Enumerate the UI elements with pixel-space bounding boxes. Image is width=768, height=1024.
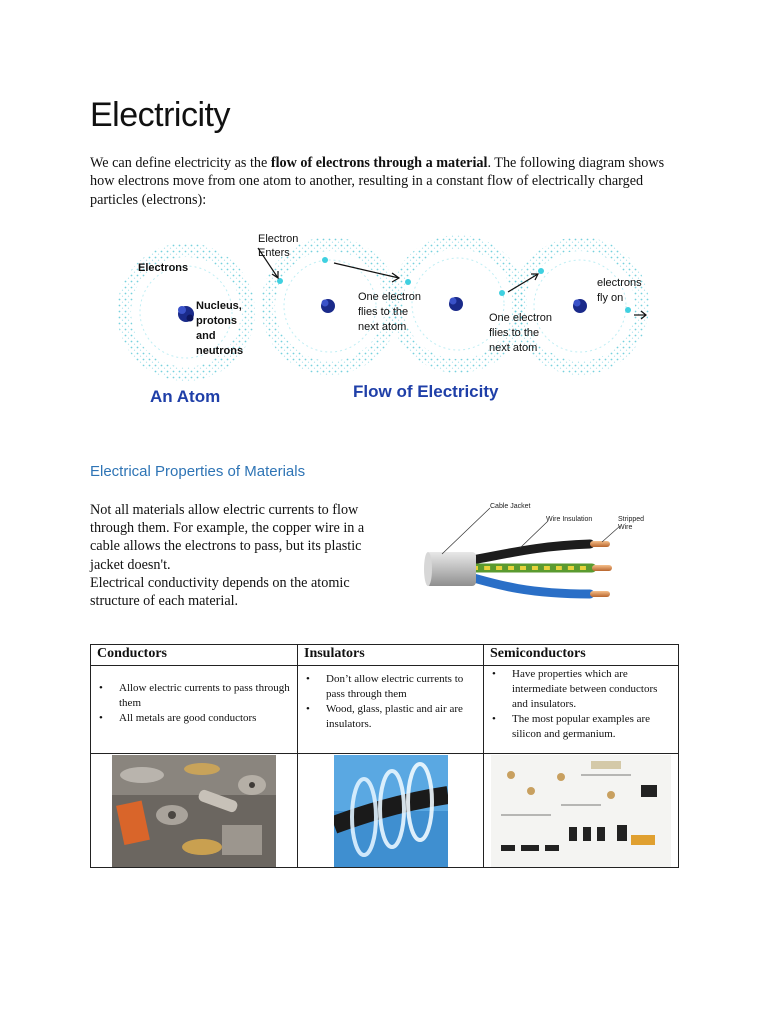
metal-parts-image (112, 755, 276, 867)
wire-insulation-label: Wire Insulation (546, 516, 593, 523)
semiconductors-image-cell (484, 754, 679, 868)
electron-dot (625, 307, 631, 313)
header-semiconductors: Semiconductors (484, 645, 679, 666)
table-header-row (91, 645, 679, 666)
materials-paragraph-line-2: Electrical conductivity depends on the atomic structure of each material. (90, 574, 350, 610)
list-item: • Allow electric currents to pass through them (119, 681, 293, 711)
list-item: • Don’t allow electric currents to pass through them (326, 672, 479, 702)
flow-of-electricity-caption: Flow of Electricity (353, 382, 499, 401)
nucleus-label-1: Nucleus, (196, 300, 242, 312)
electron-dot (538, 268, 544, 274)
copper-end (590, 591, 610, 597)
insulators-image-cell (298, 754, 484, 868)
electronic-components-image (491, 755, 671, 867)
one-electron-label-1c: next atom (358, 321, 407, 333)
electron-dot (322, 257, 328, 263)
electron-dot (277, 278, 283, 284)
electrons-fly-on-label-2: fly on (597, 292, 624, 304)
copper-end (592, 565, 612, 571)
page-title: Electricity (90, 96, 230, 134)
electron-dot (499, 290, 505, 296)
section-heading: Electrical Properties of Materials (90, 463, 306, 480)
nucleus-label-4: neutrons (196, 345, 244, 357)
electrons-label: Electrons (138, 262, 189, 274)
intro-bold-text: flow of electrons through a material (270, 155, 488, 171)
conductors-image-cell (91, 754, 298, 868)
stripped-wire-label-2: Wire (618, 524, 633, 531)
semiconductors-cell (484, 666, 679, 754)
nucleus-label-2: protons (196, 315, 237, 327)
intro-text-end: . The following diagram shows how electrons move from one atom to another, resulting in a constant flow of electrically charged particles (electrons): (90, 155, 665, 208)
materials-paragraph (90, 501, 390, 610)
header-conductors: Conductors (91, 645, 298, 666)
list-item: • Have properties which are intermediate between conductors and insulators. (512, 667, 674, 712)
list-item: • The most popular examples are silicon and germanium. (512, 712, 674, 742)
header-insulators: Insulators (298, 645, 484, 666)
an-atom-caption: An Atom (150, 387, 221, 406)
electron-dot (405, 279, 411, 285)
cable-jacket-label: Cable Jacket (490, 503, 531, 510)
one-electron-label-2c: next atom (489, 342, 538, 354)
one-electron-label-2a: One electron (489, 312, 552, 324)
conductors-list (97, 681, 293, 726)
black-wire (460, 544, 590, 562)
electron-flow-diagram (118, 226, 658, 416)
one-electron-label-2b: flies to the (489, 327, 540, 339)
electron-enters-label-1: Electron (258, 233, 299, 245)
stripped-wire-label-1: Stripped (618, 516, 645, 523)
cable-illustration (420, 496, 660, 612)
insulators-list (304, 672, 479, 732)
table-row (91, 666, 679, 754)
intro-paragraph (90, 154, 680, 209)
materials-paragraph-line-1: Not all materials allow electric currents to flow through them. For example, the copper wire in a cable allows the electrons to pass, but its plastic jacket doesn't. (90, 502, 365, 573)
intro-text-start: We can define electricity as the (90, 155, 271, 171)
cable-jacket (426, 552, 476, 586)
one-electron-label-1b: flies to the (358, 306, 409, 318)
nucleus-label-3: and (196, 330, 216, 342)
semiconductors-list (490, 667, 674, 742)
materials-table (90, 644, 679, 868)
list-item: • All metals are good conductors (119, 711, 293, 726)
glass-insulator-image (334, 755, 448, 867)
electron-enters-label-2: Enters (258, 247, 290, 259)
one-electron-label-1a: One electron (358, 291, 421, 303)
electrons-fly-on-label-1: electrons (597, 277, 642, 289)
insulators-cell (298, 666, 484, 754)
list-item: • Wood, glass, plastic and air are insulators. (326, 702, 479, 732)
copper-end (590, 541, 610, 547)
conductors-cell (91, 666, 298, 754)
blue-wire (460, 574, 590, 594)
table-image-row (91, 754, 679, 868)
